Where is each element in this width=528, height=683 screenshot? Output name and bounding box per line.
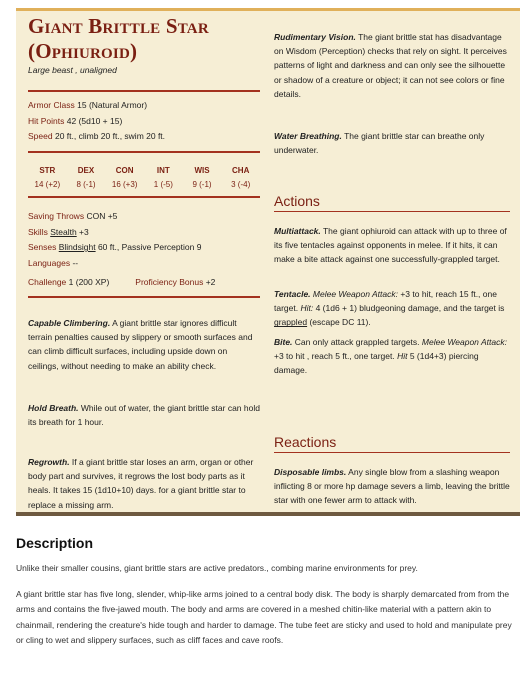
reactions-heading: Reactions bbox=[274, 434, 510, 453]
divider bbox=[28, 196, 260, 198]
senses-label: Senses bbox=[28, 242, 57, 252]
action-bite bbox=[274, 335, 510, 378]
action-text: 4 (1d6 + 1) bludgeoning damage, and the target is bbox=[313, 303, 505, 314]
trait-text: While out of water, the giant brittle star can hold its breath for 1 hour. bbox=[28, 403, 260, 428]
saving-throws-label: Saving Throws bbox=[28, 211, 85, 221]
hit-points-value: 42 (5d10 + 15) bbox=[66, 115, 123, 126]
ability-name: CHA bbox=[232, 166, 250, 175]
action-name: Multiattack. bbox=[274, 226, 321, 236]
trait-name: Water Breathing. bbox=[274, 131, 342, 141]
trait-name: Hold Breath. bbox=[28, 403, 79, 413]
armor-class-label: Armor Class bbox=[28, 100, 75, 110]
senses bbox=[28, 240, 260, 256]
grappled-link[interactable]: grappled bbox=[274, 317, 308, 328]
speed-label: Speed bbox=[28, 131, 53, 141]
saving-throws-value: CON +5 bbox=[86, 211, 118, 221]
secondary-stats bbox=[28, 209, 260, 291]
trait-name: Capable Climbering. bbox=[28, 318, 111, 328]
hit-points-label: Hit Points bbox=[28, 115, 65, 126]
action-name: Bite. bbox=[274, 337, 293, 347]
hit-label: Hit bbox=[397, 351, 408, 362]
trait-name: Rudimentary Vision. bbox=[274, 32, 356, 42]
divider bbox=[28, 296, 260, 298]
speed bbox=[28, 129, 260, 145]
description-paragraph: Unlike their smaller cousins, giant brittle stars are active predators., combing marine environments for prey. bbox=[16, 563, 418, 573]
trait-text: The giant brittle stat has disadvantage on Wisdom (Perception) checks that rely on sight. It perceives patterns of light and darkness and can only see the silhouette or shadow of a creature or object; it can not see colors or fine details. bbox=[274, 32, 507, 99]
action-tentacle bbox=[274, 287, 510, 330]
ability-name: DEX bbox=[77, 166, 95, 175]
trait-text: If a giant brittle star loses an arm, organ or other body part and survives, it regrows the lost body parts as it heals. It takes 15 (1d10+10) days. for a giant brittle star to replace a missing arm. bbox=[28, 457, 254, 510]
languages-value: -- bbox=[70, 257, 79, 268]
hit-points bbox=[28, 114, 260, 130]
saving-throws bbox=[28, 209, 260, 225]
attack-type: Melee Weapon Attack: bbox=[310, 289, 398, 299]
action-text: (escape DC 11). bbox=[307, 317, 371, 328]
trait-water-breathing bbox=[274, 129, 510, 157]
ability-value: 9 (-1) bbox=[192, 180, 212, 189]
armor-class-value: 15 (Natural Armor) bbox=[77, 100, 148, 110]
armor-class bbox=[28, 98, 260, 114]
trait-hold-breath bbox=[28, 401, 260, 429]
action-text: +3 to hit, reach 15 ft., one target. bbox=[274, 289, 497, 314]
description-section bbox=[16, 535, 520, 649]
ability-dex bbox=[67, 166, 106, 189]
creature-type: Large beast , unaligned bbox=[28, 65, 117, 75]
divider bbox=[28, 90, 260, 92]
skills bbox=[28, 225, 260, 241]
proficiency-label: Proficiency Bonus bbox=[135, 277, 204, 287]
ability-scores bbox=[28, 166, 260, 189]
trait-rudimentary-vision bbox=[274, 30, 510, 101]
action-text: The giant ophiuroid can attack with up to three of its five tentacles against opponents in melee. If it hits, it can make a bite attack against one successfully-grappled target. bbox=[274, 226, 507, 265]
challenge-label: Challenge bbox=[28, 277, 67, 287]
ability-value: 14 (+2) bbox=[34, 180, 61, 189]
ability-value: 1 (-5) bbox=[153, 180, 173, 189]
reaction-text: Any single blow from a slashing weapon inflicting 8 or more hp damage severs a limb, leaving the brittle star with one fewer arm to attack with. bbox=[274, 467, 510, 506]
ability-name: CON bbox=[115, 166, 134, 175]
trait-text: A giant brittle star ignores difficult terrain penalties caused by slippery or smooth surfaces and can climb difficult surfaces, including upside down on ceilings, without needing to make an ability check. bbox=[28, 318, 253, 371]
hit-label: Hit: bbox=[298, 303, 314, 314]
action-text: +3 to hit , reach 5 ft., one target. bbox=[274, 351, 398, 362]
skills-label: Skills bbox=[28, 226, 48, 237]
description-heading: Description bbox=[16, 535, 94, 551]
skills-value: +3 bbox=[76, 226, 89, 237]
proficiency-value: +2 bbox=[205, 277, 216, 287]
ability-wis bbox=[183, 166, 222, 189]
speed-value: 20 ft., climb 20 ft., swim 20 ft. bbox=[54, 131, 166, 141]
languages bbox=[28, 256, 260, 272]
senses-value: 60 ft., Passive Perception 9 bbox=[95, 242, 202, 252]
action-multiattack bbox=[274, 224, 510, 267]
ability-str bbox=[28, 166, 67, 189]
stat-block bbox=[16, 8, 520, 516]
challenge-value: 1 (200 XP) bbox=[68, 277, 110, 287]
reaction-name: Disposable limbs. bbox=[274, 467, 347, 477]
trait-text: The giant brittle star can breathe only underwater. bbox=[274, 131, 485, 156]
ability-int bbox=[144, 166, 183, 189]
ability-value: 8 (-1) bbox=[76, 180, 96, 189]
ability-name: STR bbox=[39, 166, 56, 175]
attack-type: Melee Weapon Attack: bbox=[421, 337, 507, 347]
stat-block-left-column bbox=[28, 11, 260, 510]
creature-name bbox=[28, 14, 260, 64]
creature-name-line2: (Ophiuroid) bbox=[28, 39, 138, 63]
challenge-row bbox=[28, 275, 260, 291]
description-paragraph: A giant brittle star has five long, slender, whip-like arms joined to a central body disk. The body is sharply demarcated from from the arms and contains the five-jawed mouth. The body and arms are covered in a meshed chitin-like material with a pattern akin to chainmail, rendering the creature's hide tough and harder to damage. The tube feet are sticky and used to hold and manipulate prey or cling to wet and slippery surfaces, such as cliff faces and cave roofs. bbox=[16, 588, 512, 645]
ability-name: INT bbox=[156, 166, 170, 175]
trait-name: Regrowth. bbox=[28, 457, 70, 467]
stealth-link[interactable]: Stealth bbox=[50, 226, 77, 237]
ability-value: 16 (+3) bbox=[111, 180, 138, 189]
languages-label: Languages bbox=[28, 257, 71, 268]
ability-name: WIS bbox=[194, 166, 210, 175]
action-text: 5 (1d4+3) piercing damage. bbox=[274, 351, 479, 376]
basic-stats bbox=[28, 98, 260, 145]
action-name: Tentacle. bbox=[274, 289, 311, 299]
trait-capable-climbering bbox=[28, 316, 260, 373]
ability-con bbox=[105, 166, 144, 189]
ability-cha bbox=[221, 166, 260, 189]
trait-regrowth bbox=[28, 455, 260, 512]
ability-value: 3 (-4) bbox=[231, 180, 251, 189]
divider bbox=[28, 151, 260, 153]
creature-name-line1: Giant Brittle Star bbox=[28, 14, 209, 38]
actions-heading: Actions bbox=[274, 193, 510, 212]
blindsight-link[interactable]: Blindsight bbox=[58, 242, 96, 252]
action-text: Can only attack grappled targets. bbox=[292, 337, 422, 347]
reaction-disposable-limbs bbox=[274, 465, 510, 508]
